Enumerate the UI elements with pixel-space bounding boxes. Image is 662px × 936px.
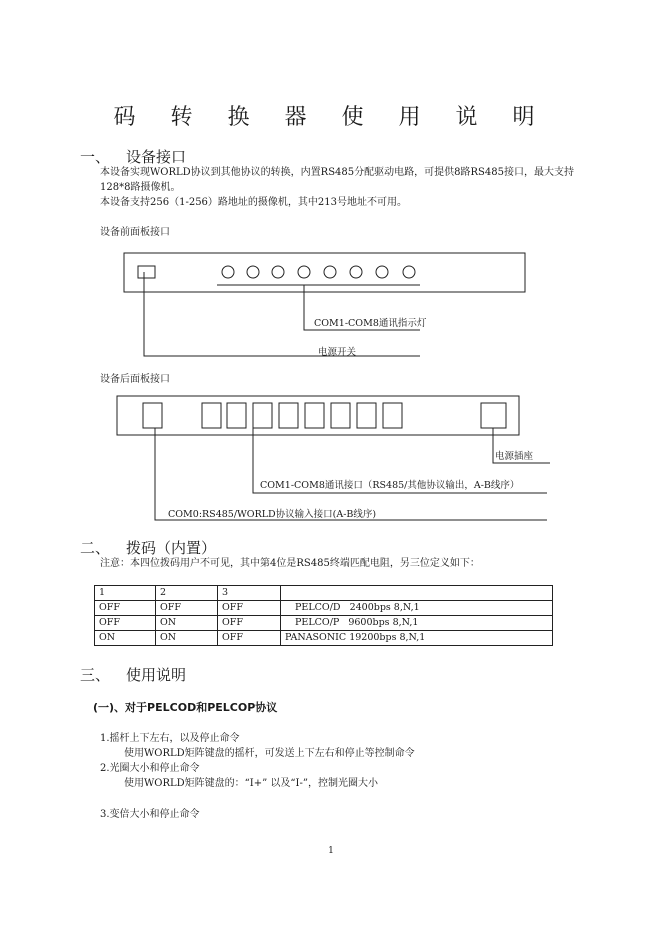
com7-port [357, 403, 376, 428]
section-1-number: 一、 [80, 148, 111, 166]
led-5 [324, 266, 336, 278]
com0-port-label: COM0:RS485/WORLD协议输入接口(A-B线序) [168, 509, 377, 520]
com5-port [305, 403, 324, 428]
power-switch-shape [138, 266, 155, 278]
section-1-para1-line1: 本设备实现WORLD协议到其他协议的转换，内置RS485分配驱动电路，可提供8路RS485接口，最大支持 [100, 167, 574, 178]
section-2-heading [80, 537, 216, 558]
table-header-cell: 3 [218, 586, 281, 601]
table-header-cell: 1 [95, 586, 156, 601]
led-2 [247, 266, 259, 278]
led-4 [298, 266, 310, 278]
usage-item-2-desc: 使用WORLD矩阵键盘的：“I+” 以及“I-”，控制光圈大小 [124, 778, 378, 789]
section-3-heading [80, 664, 186, 685]
table-cell: PANASONIC 19200bps 8,N,1 [281, 631, 553, 646]
table-header-cell: 2 [156, 586, 218, 601]
section-1-title: 设备接口 [126, 148, 187, 166]
com4-port [279, 403, 298, 428]
usage-item-1-desc: 使用WORLD矩阵键盘的摇杆，可发送上下左右和停止等控制命令 [124, 748, 415, 759]
front-panel-diagram [124, 253, 525, 356]
led-1 [222, 266, 234, 278]
section-3-number: 三、 [80, 666, 111, 684]
table-header-cell [281, 586, 553, 601]
section-1-para2: 本设备支持256（1-256）路地址的摄像机，其中213号地址不可用。 [100, 197, 408, 208]
section-2-number: 二、 [80, 539, 111, 557]
table-cell: OFF [218, 601, 281, 616]
power-socket [481, 403, 506, 428]
table-cell: OFF [218, 616, 281, 631]
led-8 [403, 266, 415, 278]
rear-panel-label: 设备后面板接口 [100, 374, 170, 385]
dip-switch-table [94, 585, 553, 646]
front-panel-label: 设备前面板接口 [100, 227, 170, 238]
led-6 [350, 266, 362, 278]
usage-item-2: 2.光圈大小和停止命令 [100, 763, 200, 774]
led-3 [272, 266, 284, 278]
table-cell: ON [156, 631, 218, 646]
rear-panel-box [117, 396, 519, 435]
page-number: 1 [328, 846, 334, 856]
com2-port [227, 403, 246, 428]
table-cell: OFF [95, 616, 156, 631]
table-cell: PELCO/P 9600bps 8,N,1 [281, 616, 553, 631]
document-title: 码 转 换 器 使 用 说 明 [113, 105, 549, 130]
led-7 [376, 266, 388, 278]
led-indicator-label: COM1-COM8通讯指示灯 [314, 318, 427, 329]
com3-port [253, 403, 272, 428]
table-cell: OFF [95, 601, 156, 616]
com1-port [202, 403, 221, 428]
section-2-note: 注意：本四位拨码用户不可见，其中第4位是RS485终端匹配电阻，另三位定义如下： [100, 558, 480, 569]
com8-port [383, 403, 402, 428]
section-2-title: 拨码（内置） [126, 539, 217, 557]
com6-port [331, 403, 350, 428]
table-cell: ON [156, 616, 218, 631]
power-socket-label: 电源插座 [495, 451, 534, 462]
table-cell: ON [95, 631, 156, 646]
table-cell: OFF [156, 601, 218, 616]
table-row [95, 601, 553, 616]
table-cell: PELCO/D 2400bps 8,N,1 [281, 601, 553, 616]
rear-panel-diagram [117, 396, 550, 520]
table-row [95, 616, 553, 631]
power-switch-label: 电源开关 [318, 347, 357, 358]
table-row [95, 631, 553, 646]
section-3-title: 使用说明 [126, 666, 187, 684]
section-1-para1-line2: 128*8路摄像机。 [100, 182, 181, 193]
usage-item-1: 1.摇杆上下左右，以及停止命令 [100, 733, 240, 744]
table-cell: OFF [218, 631, 281, 646]
usage-item-3: 3.变倍大小和停止命令 [100, 809, 200, 820]
com0-port [143, 403, 162, 428]
table-header-row [95, 586, 553, 601]
com-ports-label: COM1-COM8通讯接口（RS485/其他协议输出，A-B线序） [260, 480, 520, 491]
subsection-1-heading: (一)、对于PELCOD和PELCOP协议 [93, 701, 278, 714]
